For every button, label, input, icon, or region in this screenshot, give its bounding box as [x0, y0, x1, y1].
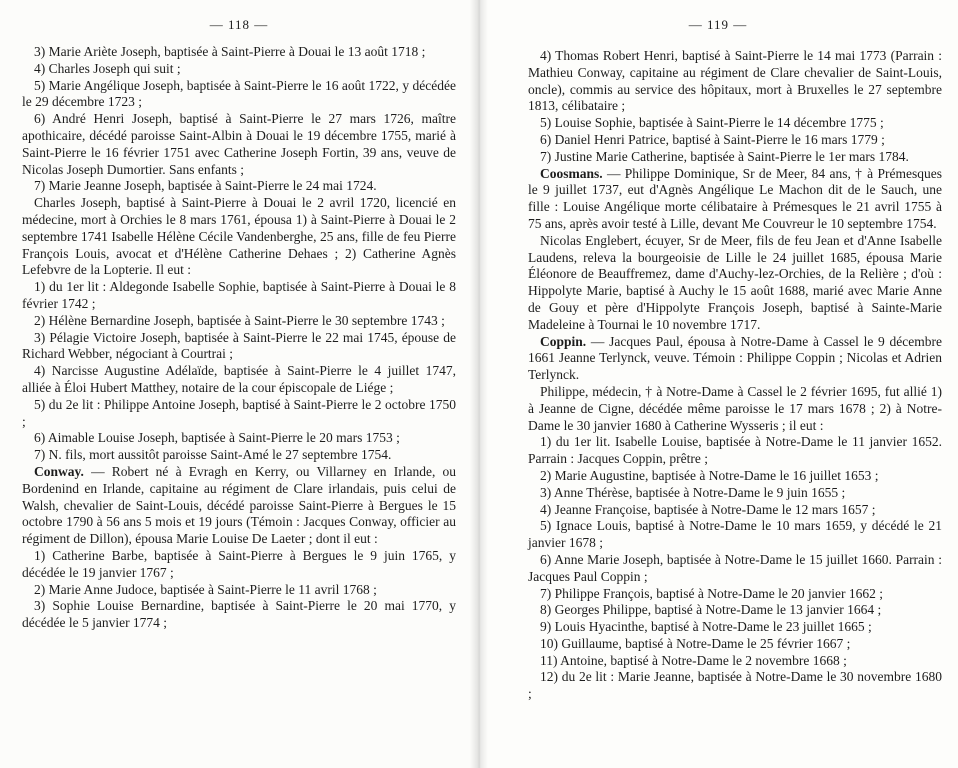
paragraph: 3) Pélagie Victoire Joseph, baptisée à Saint-Pierre le 22 mai 1745, épouse de Richard Webber, négociant à Courtrai ;: [22, 329, 456, 362]
paragraph: 7) Marie Jeanne Joseph, baptisée à Saint-Pierre le 24 mai 1724.: [34, 178, 377, 194]
paragraph: 6) André Henri Joseph, baptisé à Saint-Pierre le 27 mars 1726, maître apothicaire, décédé paroisse Saint-Albin à Douai le 19 décembre 1755, marié à Saint-Pierre le 16 février 1751 avec Catherine Joseph Fortin, 39 ans, veuve de Nicolas Joseph Dumortier. Sans enfants ;: [22, 111, 456, 177]
paragraph: 3) Marie Ariète Joseph, baptisée à Saint-Pierre à Douai le 13 août 1718 ;: [34, 44, 426, 59]
paragraph: 11) Antoine, baptisé à Notre-Dame le 2 novembre 1668 ;: [540, 652, 847, 668]
paragraph: 1) Catherine Barbe, baptisée à Saint-Pierre à Bergues le 9 juin 1765, y décédée le 19 janvier 1767 ;: [22, 547, 456, 580]
paragraph: Philippe, médecin, † à Notre-Dame à Cassel le 2 février 1695, fut allié 1) à Jeanne de Cigne, décédée même paroisse le 17 mars 1678 ; 2) à Notre-Dame le 30 janvier 1680 à Catherine Wysseris ; il eut :: [528, 383, 942, 433]
paragraph: 4) Narcisse Augustine Adélaïde, baptisée à Saint-Pierre le 4 juillet 1747, alliée à Éloi Hubert Matthey, notaire de la cour épiscopale de Liége ;: [22, 363, 456, 395]
paragraph: 3) Anne Thérèse, baptisée à Notre-Dame le 9 juin 1655 ;: [540, 484, 846, 500]
entry-heading-paragraph: Coosmans. — Philippe Dominique, Sr de Meer, 84 ans, † à Prémesques le 9 juillet 1737, eut d'Agnès Angélique Le Machon dit de le Sauch, une fille : Louise Angélique morte célibataire à Prémesques le 21 avril 1755 à 75 ans, après avoir testé à Lille, devant Me Couvreur le 10 septembre 1754.: [528, 165, 942, 231]
entry-heading-paragraph: Conway. — Robert né à Evragh en Kerry, ou Villarney en Irlande, ou Bordenind en Irlande, capitaine au régiment de Clare irlandais, puis celui de Walsh, chevalier de Saint-Louis, décédé paroisse Saint-Pierre à Bergues le 15 octobre 1790 à 56 ans 5 mois et 19 jours (Témoin : Jacques Conway, officier au régiment de Dillon), épousa Marie Louise De Laeter ; dont il eut :: [22, 463, 456, 547]
paragraph: 4) Charles Joseph qui suit ;: [34, 60, 181, 76]
entry-heading-paragraph: Coppin. — Jacques Paul, épousa à Notre-Dame à Cassel le 9 décembre 1661 Jeanne Terlynck, veuve. Témoin : Philippe Coppin ; Nicolas et Adrien Terlynck.: [528, 333, 942, 383]
paragraph: 6) Aimable Louise Joseph, baptisée à Saint-Pierre le 20 mars 1753 ;: [34, 430, 400, 446]
paragraph: 10) Guillaume, baptisé à Notre-Dame le 25 février 1667 ;: [540, 635, 851, 651]
paragraph: 9) Louis Hyacinthe, baptisé à Notre-Dame le 23 juillet 1665 ;: [540, 619, 872, 635]
right-page: [478, 0, 958, 768]
paragraph: 4) Thomas Robert Henri, baptisé à Saint-Pierre le 14 mai 1773 (Parrain : Mathieu Conway, capitaine au régiment de Clare chevalier de Saint-Louis, oncle), commis au service des hôpitaux, mort à Bruxelles le 27 septembre 1813, célibataire ;: [528, 48, 942, 114]
paragraph: 5) Ignace Louis, baptisé à Notre-Dame le 10 mars 1659, y décédé le 21 janvier 1678 ;: [528, 518, 942, 551]
left-page: [0, 0, 478, 768]
paragraph: 7) Philippe François, baptisé à Notre-Dame le 20 janvier 1662 ;: [540, 585, 884, 601]
page-body: [22, 44, 456, 632]
paragraph: 5) du 2e lit : Philippe Antoine Joseph, baptisé à Saint-Pierre le 2 octobre 1750 ;: [22, 396, 456, 429]
paragraph: 2) Marie Augustine, baptisée à Notre-Dame le 16 juillet 1653 ;: [540, 467, 879, 483]
paragraph: 7) Justine Marie Catherine, baptisée à Saint-Pierre le 1er mars 1784.: [540, 148, 909, 164]
paragraph: Nicolas Englebert, écuyer, Sr de Meer, fils de feu Jean et d'Anne Isabelle Laudens, releva la bourgeoisie de Lille le 24 juillet 1685, épousa Marie Éléonore de Beauffremez, dame d'Auchy-lez-Orchies, de la Relière ; d'où : Hippolyte Marie, baptisé à Auchy le 15 août 1688, marié avec Marie Anne de Gouy et père d'Hippolyte François Joseph, baptisé à Sainte-Marie Madeleine à Tournai le 10 novembre 1717.: [528, 232, 942, 332]
paragraph: 1) du 1er lit. Isabelle Louise, baptisée à Notre-Dame le 11 janvier 1652. Parrain : Jacques Coppin, prêtre ;: [528, 434, 942, 467]
paragraph: 5) Louise Sophie, baptisée à Saint-Pierre le 14 décembre 1775 ;: [540, 115, 884, 131]
book-gutter-shadow: [470, 0, 488, 768]
paragraph: 8) Georges Philippe, baptisé à Notre-Dame le 13 janvier 1664 ;: [540, 602, 882, 618]
paragraph: 1) du 1er lit : Aldegonde Isabelle Sophie, baptisée à Saint-Pierre à Douai le 8 février 1742 ;: [22, 279, 456, 311]
paragraph: 2) Marie Anne Judoce, baptisée à Saint-Pierre le 11 avril 1768 ;: [34, 581, 377, 597]
paragraph: 7) N. fils, mort aussitôt paroisse Saint-Amé le 27 septembre 1754.: [34, 447, 392, 463]
page-number: — 119 —: [688, 17, 748, 32]
paragraph: 6) Anne Marie Joseph, baptisée à Notre-Dame le 15 juillet 1660. Parrain : Jacques Paul Coppin ;: [528, 551, 942, 584]
paragraph: 4) Jeanne Françoise, baptisée à Notre-Dame le 12 mars 1657 ;: [540, 501, 876, 517]
paragraph: 2) Hélène Bernardine Joseph, baptisée à Saint-Pierre le 30 septembre 1743 ;: [34, 312, 445, 328]
page-number: — 118 —: [209, 17, 269, 32]
page-body: [528, 48, 942, 703]
paragraph: 12) du 2e lit : Marie Jeanne, baptisée à Notre-Dame le 30 novembre 1680 ;: [528, 669, 942, 702]
paragraph: 3) Sophie Louise Bernardine, baptisée à Saint-Pierre le 20 mai 1770, y décédée le 5 janvier 1774 ;: [22, 598, 456, 631]
paragraph: 6) Daniel Henri Patrice, baptisé à Saint-Pierre le 16 mars 1779 ;: [540, 131, 885, 147]
paragraph: Charles Joseph, baptisé à Saint-Pierre à Douai le 2 avril 1720, licencié en médecine, mort à Orchies le 8 mars 1761, épousa 1) à Saint-Pierre à Douai le 2 septembre 1741 Isabelle Hélène Cécile Vandenberghe, 25 ans, fille de feu Pierre François Louis, avocat et d'Hélène Catherine Dehaes ; 2) Catherine Agnès Lefebvre de la Lopterie. Il eut :: [22, 195, 456, 278]
paragraph: 5) Marie Angélique Joseph, baptisée à Saint-Pierre le 16 août 1722, y décédée le 29 décembre 1723 ;: [22, 77, 456, 110]
